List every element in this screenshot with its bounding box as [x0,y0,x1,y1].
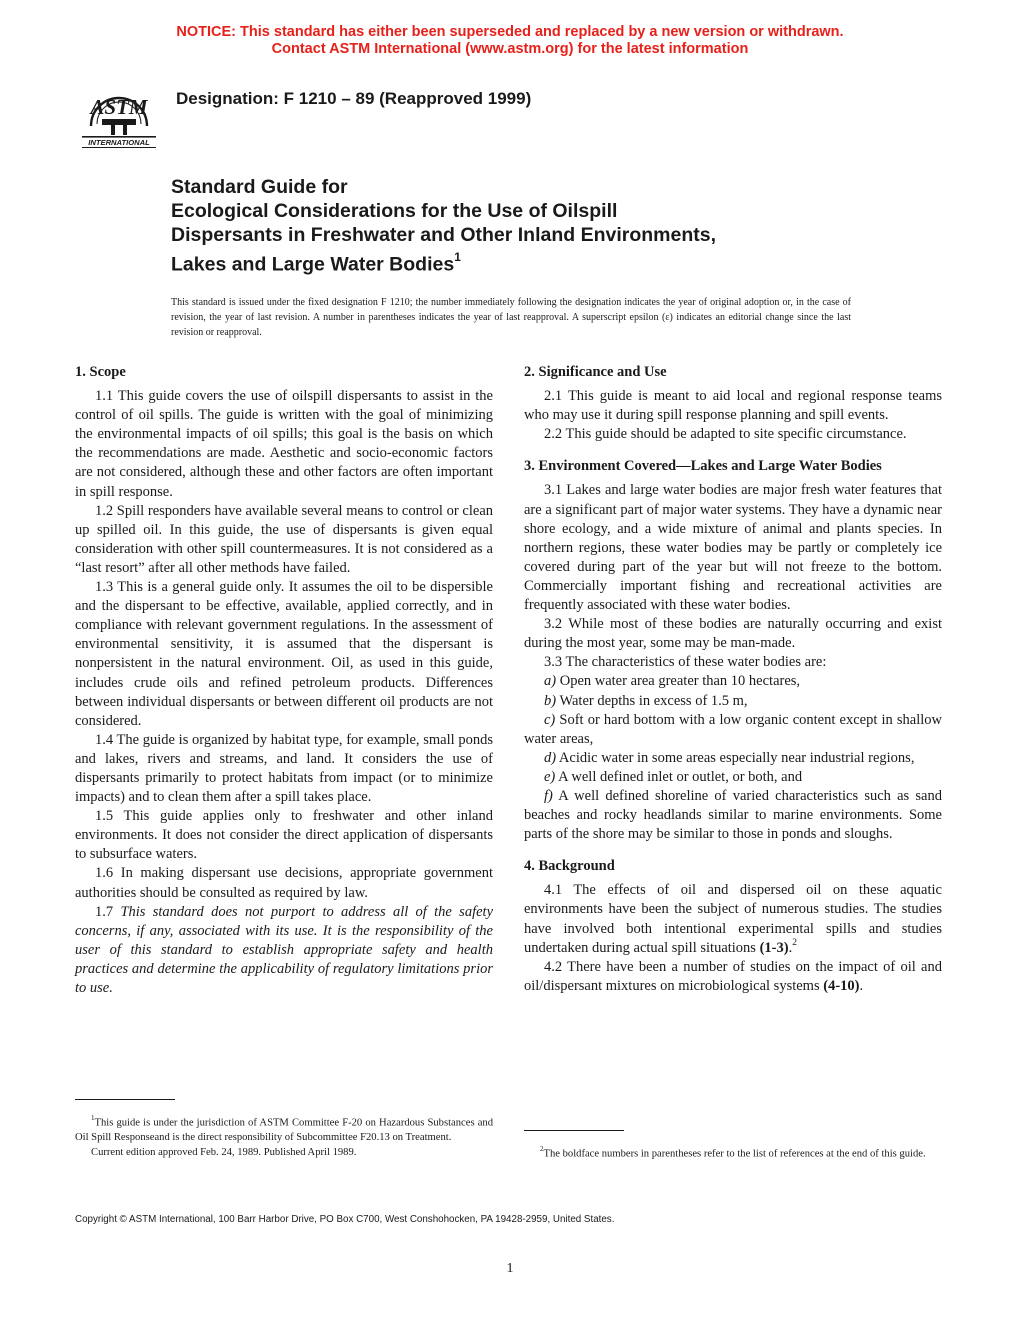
paragraph-3-2: 3.2 While most of these bodies are naturally occurring and exist during the most year, some may be man-made. [524,616,942,652]
list-item-c-label: c) [544,711,556,728]
footnote-divider-right [524,1130,624,1131]
list-item-e-label: e) [544,768,556,785]
list-item-d-text: Acidic water in some areas especially near industrial regions, [556,749,915,766]
logo-subtext: INTERNATIONAL [88,138,150,147]
section-3-heading: 3. Environment Covered—Lakes and Large Water Bodies [524,458,882,475]
title-line-4 [171,247,871,277]
designation: Designation: F 1210 – 89 (Reapproved 1999) [176,89,532,108]
list-item-d-label: d) [544,749,557,766]
list-item-e [524,768,942,787]
footnote-2 [524,1143,944,1162]
paragraph-1-1: 1.1 This guide covers the use of oilspill dispersants to assist in the control of oil spills. The guide is written with the goal of minimizing the environmental impacts of oil spills; this goal is the basis on which the recommendations are made. Aesthetic and socio-economic factors are not considered, although these and other factors are often important in spill response. [75,388,493,500]
list-item-b [524,692,942,711]
paragraph-4-1-end: . [788,939,793,956]
astm-logo-graphic [78,72,160,152]
footnote-2-mark: 2 [792,937,797,948]
paragraph-3-3: 3.3 The characteristics of these water bodies are: [544,654,827,671]
title-footnote-mark: 1 [454,250,461,264]
right-column [524,363,942,996]
footnote-1-text [75,1112,493,1146]
paragraph-3-1: 3.1 Lakes and large water bodies are major fresh water features that are a significant part of major water systems. They have a dynamic near shore ecology, and a wide mixture of animal and plants species. In northern regions, these water bodies may be partly or completely ice covered during part of the year but will not freeze to the bottom. Commercially important fishing and recreational activities are frequently associated with these water bodies. [524,482,942,614]
footnote-2-body: The boldface numbers in parentheses refer to the list of references at the end of this guide. [543,1148,926,1160]
list-item-f-text: A well defined shoreline of varied characteristics such as sand beaches and rocky headlands similar to marine environments. Some parts of the shore may be similar to those in ponds and sloughs. [524,787,942,843]
list-item-c [524,711,942,749]
notice-line-1: NOTICE: This standard has either been superseded and replaced by a new version or withdrawn. [176,24,844,40]
footnote-1-marker: 1 [91,1114,95,1122]
footnote-2-marker: 2 [540,1145,544,1153]
paragraph-1-5: 1.5 This guide applies only to freshwater and other inland environments. It does not consider the direct application of dispersants to subsurface waters. [75,808,493,863]
paragraph-1-3: 1.3 This is a general guide only. It assumes the oil to be dispersible and the dispersant to be effective, available, applied correctly, and in compliance with relevant government regulations. In the assessment of environmental sensitivity, it is assumed that the dispersant is nonpersistent in the natural environment. Oil, as used in this guide, includes crude oils and refined petroleum products. Differences between individual dispersants or between different oil products are not considered. [75,579,493,729]
paragraph-4-2 [524,958,942,996]
list-item-e-text: A well defined inlet or outlet, or both, and [555,768,803,785]
paragraph-1-7-text: This standard does not purport to address all of the safety concerns, if any, associated with its use. It is the responsibility of the user of this standard to establish appropriate safety and health practices and determine the applicability of regulatory limitations prior to use. [75,903,494,996]
list-item-f-label: f) [544,787,553,804]
list-item-a [524,672,942,691]
paragraph-2-2: 2.2 This guide should be adapted to site specific circumstance. [544,426,907,443]
list-item-c-text: Soft or hard bottom with a low organic content except in shallow water areas, [524,711,942,747]
list-item-b-label: b) [544,692,557,709]
list-item-b-text: Water depths in excess of 1.5 m, [556,692,748,709]
astm-logo [78,72,160,152]
section-4-heading: 4. Background [524,858,615,875]
footnote-1 [75,1112,493,1160]
list-item-a-text: Open water area greater than 10 hectares, [556,673,801,690]
issued-note: This standard is issued under the fixed designation F 1210; the number immediately following the designation indicates the year of original adoption or, in the case of revision, the year of last revision. A number in parentheses indicates the year of last reapproval. A superscript epsilon (ε) indicates an editorial change since the last revision or reapproval. [171,297,851,338]
paragraph-1-2: 1.2 Spill responders have available several means to control or clean up spilled oil. In this guide, the use of dispersants is given equal consideration with other spill countermeasures. It is not considered as a “last resort” after all other methods have failed. [75,502,493,576]
logo-text: ASTM [90,95,148,119]
page-number: 1 [506,1261,514,1276]
paragraph-2-1: 2.1 This guide is meant to aid local and regional response teams who may use it during spill response planning and spill events. [524,388,942,424]
title-line-1: Standard Guide for [171,176,348,198]
list-item-d [524,749,942,768]
copyright-line: Copyright © ASTM International, 100 Barr Harbor Drive, PO Box C700, West Conshohocken, PA 19428-2959, United States. [75,1214,615,1225]
document-title [171,175,871,277]
paragraph-1-7-number: 1.7 [95,903,121,920]
footnote-1-edition: Current edition approved Feb. 24, 1989. Published April 1989. [91,1146,357,1158]
footnote-2-text [524,1143,944,1162]
paragraph-4-2-reference: (4-10) [823,977,860,994]
supersede-notice [0,24,1020,58]
paragraph-4-2-end: . [859,977,864,994]
section-2-heading: 2. Significance and Use [524,364,667,380]
title-line-4-text: Lakes and Large Water Bodies [171,253,455,276]
paragraph-4-1-reference: (1-3) [759,939,789,956]
paragraph-1-6: 1.6 In making dispersant use decisions, appropriate government authorities should be consulted as required by law. [75,865,493,901]
paragraph-4-2-text: 4.2 There have been a number of studies on the impact of oil and oil/dispersant mixtures on microbiological systems [524,958,942,994]
paragraph-4-1-text: 4.1 The effects of oil and dispersed oil on these aquatic environments have been the subject of numerous studies. The studies have involved both intentional experimental spills and studies undertaken during actual spill situations [524,882,942,956]
footnote-divider-left [75,1099,175,1100]
list-item-a-label: a) [544,673,557,690]
footnote-1-body: This guide is under the jurisdiction of ASTM Committee F-20 on Hazardous Substances and Oil Spill Responseand is the direct responsibility of Subcommittee F20.13 on Treatment. [75,1117,493,1144]
paragraph-1-4: 1.4 The guide is organized by habitat type, for example, small ponds and lakes, rivers and streams, and land. It considers the use of dispersants primarily to protect habitats from impact (or to minimize impacts) and to clean them after a spill takes place. [75,731,493,806]
left-column [75,363,493,998]
section-1-heading: 1. Scope [75,364,126,380]
paragraph-1-7 [75,903,493,998]
title-line-3: Dispersants in Freshwater and Other Inland Environments, [171,224,717,246]
paragraph-4-1 [524,881,942,957]
list-item-f [524,787,942,844]
title-line-2: Ecological Considerations for the Use of Oilspill [171,200,618,222]
notice-line-2: Contact ASTM International (www.astm.org) for the latest information [271,41,749,57]
